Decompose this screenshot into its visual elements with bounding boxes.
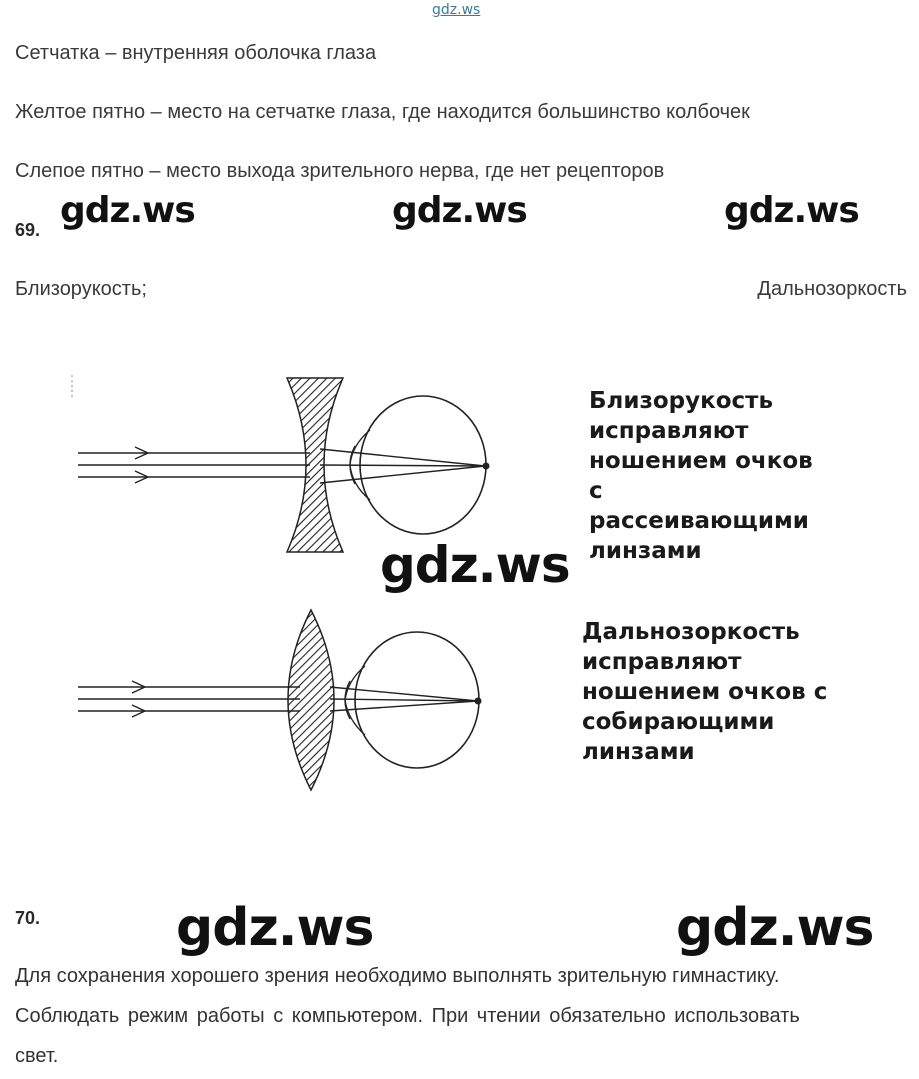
hyperopia-label: Дальнозоркость: [757, 278, 907, 300]
caption-line: Близорукость: [589, 388, 774, 414]
myopia-rays: [78, 447, 485, 483]
definition-yellow-spot: Желтое пятно – место на сетчатке глаза, где находится большинство колбочек: [15, 101, 750, 123]
caption-line: с: [589, 478, 603, 504]
definition-retina: Сетчатка – внутренняя оболочка глаза: [15, 42, 377, 64]
caption-line: рассеивающими: [589, 508, 809, 534]
watermark: gdz.ws: [60, 190, 195, 231]
watermark: gdz.ws: [392, 190, 527, 231]
caption-line: собирающими: [582, 709, 775, 735]
myopia-label: Близорукость;: [15, 278, 147, 300]
caption-line: Дальнозоркость: [582, 619, 800, 645]
definition-blind-spot: Слепое пятно – место выхода зрительного нерва, где нет рецепторов: [15, 160, 665, 182]
watermark: gdz.ws: [176, 898, 374, 958]
convex-lens: [288, 610, 334, 790]
caption-line: исправляют: [582, 649, 742, 675]
caption-line: линзами: [589, 538, 702, 564]
hyperopia-rays: [78, 681, 478, 717]
caption-line: ношением очков: [589, 448, 813, 474]
text-line: Соблюдать режим работы с компьютером. При чтении обязательно использовать: [15, 1005, 800, 1027]
task-70-number: 70.: [15, 908, 41, 928]
hyperopia-caption: [582, 617, 827, 767]
task-69-number: 69.: [15, 220, 41, 240]
task-70-text: [15, 956, 910, 1076]
caption-line: исправляют: [589, 418, 749, 444]
text-line: свет.: [15, 1045, 59, 1067]
caption-line: линзами: [582, 739, 695, 765]
watermark: gdz.ws: [724, 190, 859, 231]
watermark: gdz.ws: [676, 898, 874, 958]
caption-line: ношением очков с: [582, 679, 828, 705]
text-line: Для сохранения хорошего зрения необходимо выполнять зрительную гимнастику.: [15, 965, 780, 987]
watermark: gdz.ws: [380, 536, 570, 594]
watermark-top: gdz.ws: [432, 2, 481, 18]
myopia-caption: [589, 386, 813, 566]
